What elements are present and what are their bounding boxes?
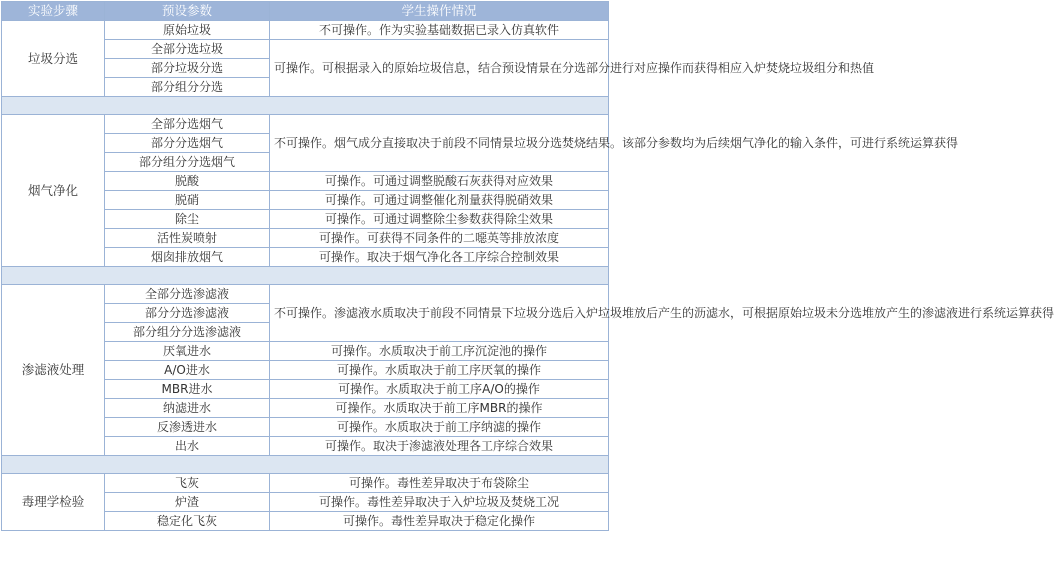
table-row [2, 474, 609, 493]
operation-cell: 可操作。可通过调整催化剂量获得脱硝效果 [270, 191, 609, 210]
param-cell: 烟囱排放烟气 [105, 248, 270, 267]
operation-cell: 可操作。取决于渗滤液处理各工序综合效果 [270, 437, 609, 456]
param-cell: 全部分选烟气 [105, 115, 270, 134]
operation-cell: 可操作。水质取决于前工序MBR的操作 [270, 399, 609, 418]
separator-row [2, 97, 609, 115]
stage-cell: 垃圾分选 [2, 21, 105, 97]
param-cell: 全部分选垃圾 [105, 40, 270, 59]
header-params: 预设参数 [105, 2, 270, 21]
param-cell: 除尘 [105, 210, 270, 229]
operation-cell: 不可操作。渗滤液水质取决于前段不同情景下垃圾分选后入炉垃圾堆放后产生的沥滤水，可根据原始垃圾未分选堆放产生的渗滤液进行系统运算获得 [270, 285, 609, 342]
header-stage: 实验步骤 [2, 2, 105, 21]
operation-cell: 可操作。取决于烟气净化各工序综合控制效果 [270, 248, 609, 267]
stage-cell: 烟气净化 [2, 115, 105, 267]
operation-cell: 可操作。可获得不同条件的二噁英等排放浓度 [270, 229, 609, 248]
param-cell: 部分垃圾分选 [105, 59, 270, 78]
table-row [2, 115, 609, 134]
operation-cell: 可操作。毒性差异取决于布袋除尘 [270, 474, 609, 493]
param-cell: 部分组分分选渗滤液 [105, 323, 270, 342]
operation-cell: 可操作。水质取决于前工序厌氧的操作 [270, 361, 609, 380]
stage-cell: 渗滤液处理 [2, 285, 105, 456]
param-cell: 纳滤进水 [105, 399, 270, 418]
operation-cell: 可操作。毒性差异取决于稳定化操作 [270, 512, 609, 531]
operation-cell: 可操作。可通过调整脱酸石灰获得对应效果 [270, 172, 609, 191]
param-cell: 原始垃圾 [105, 21, 270, 40]
table-row [2, 21, 609, 40]
separator-row [2, 456, 609, 474]
param-cell: 炉渣 [105, 493, 270, 512]
header-operation: 学生操作情况 [270, 2, 609, 21]
separator-row [2, 267, 609, 285]
param-cell: 飞灰 [105, 474, 270, 493]
operation-cell: 可操作。毒性差异取决于入炉垃圾及焚烧工况 [270, 493, 609, 512]
param-cell: MBR进水 [105, 380, 270, 399]
param-cell: 厌氧进水 [105, 342, 270, 361]
operation-cell: 不可操作。烟气成分直接取决于前段不同情景垃圾分选焚烧结果。该部分参数均为后续烟气净化的输入条件，可进行系统运算获得 [270, 115, 609, 172]
operation-cell: 可操作。可通过调整除尘参数获得除尘效果 [270, 210, 609, 229]
experiment-table [1, 1, 1054, 531]
operation-cell: 可操作。水质取决于前工序纳滤的操作 [270, 418, 609, 437]
stage-cell: 毒理学检验 [2, 474, 105, 531]
param-cell: 全部分选渗滤液 [105, 285, 270, 304]
param-cell: 部分分选渗滤液 [105, 304, 270, 323]
operation-cell: 可操作。水质取决于前工序A/O的操作 [270, 380, 609, 399]
operation-cell: 可操作。可根据录入的原始垃圾信息，结合预设情景在分选部分进行对应操作而获得相应入炉焚烧垃圾组分和热值 [270, 40, 609, 97]
param-cell: 部分组分分选烟气 [105, 153, 270, 172]
param-cell: 部分分选烟气 [105, 134, 270, 153]
param-cell: 脱硝 [105, 191, 270, 210]
param-cell: A/O进水 [105, 361, 270, 380]
operation-cell: 不可操作。作为实验基础数据已录入仿真软件 [270, 21, 609, 40]
table-row [2, 285, 609, 304]
operation-cell: 可操作。水质取决于前工序沉淀池的操作 [270, 342, 609, 361]
param-cell: 反渗透进水 [105, 418, 270, 437]
param-cell: 稳定化飞灰 [105, 512, 270, 531]
param-cell: 出水 [105, 437, 270, 456]
param-cell: 部分组分分选 [105, 78, 270, 97]
param-cell: 活性炭喷射 [105, 229, 270, 248]
param-cell: 脱酸 [105, 172, 270, 191]
header-row [2, 2, 609, 21]
